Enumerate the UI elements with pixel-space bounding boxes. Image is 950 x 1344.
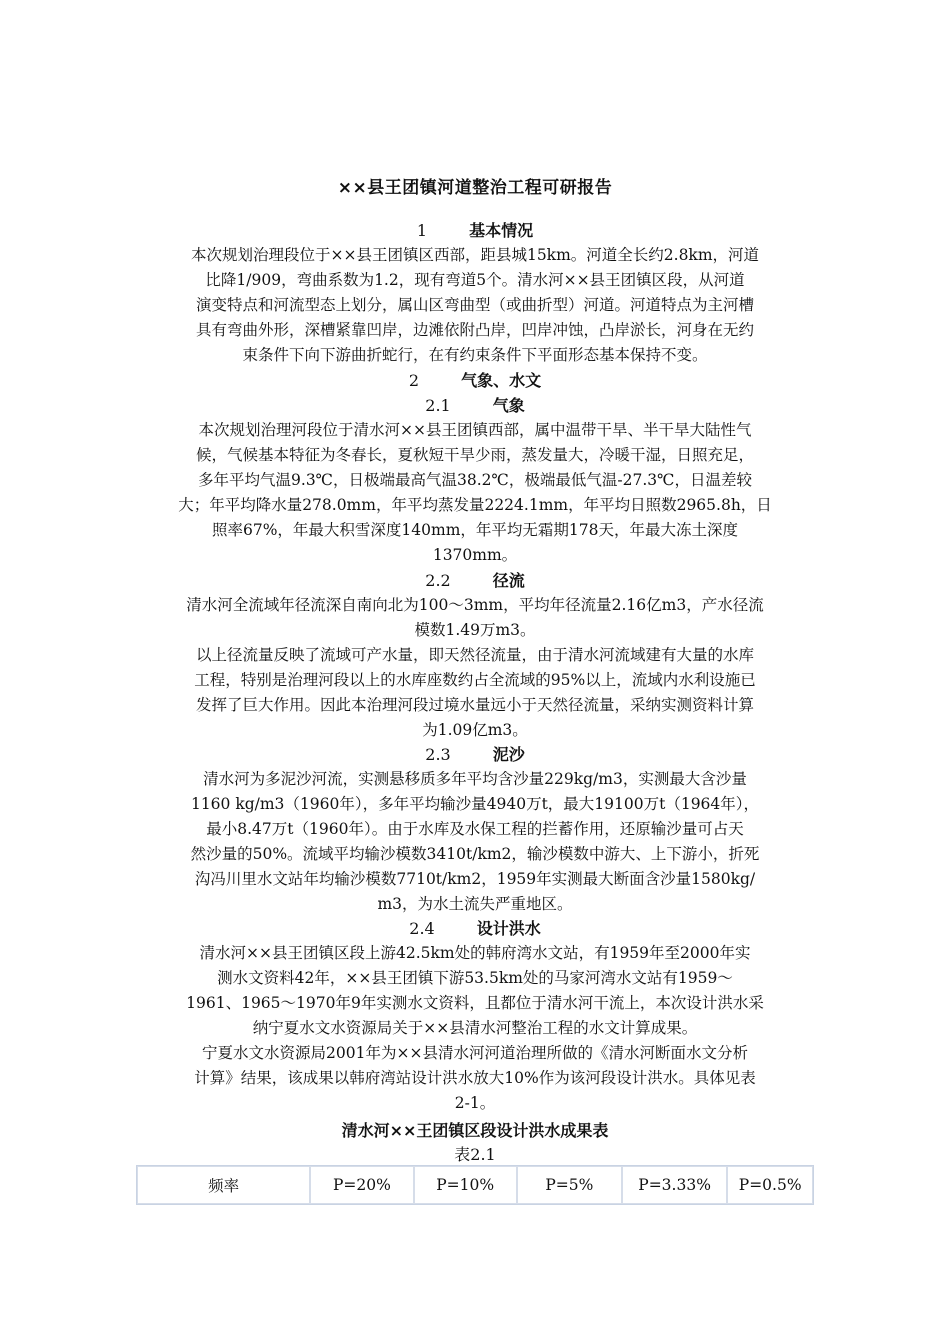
table-number: 表2.1 (454, 1145, 496, 1164)
section-heading-2 (0, 369, 950, 393)
paragraph-runoff-2 (143, 643, 807, 743)
paragraph-runoff-1 (143, 593, 807, 643)
paragraph-sediment (143, 767, 807, 917)
text-line: 1160 kg/m3（1960年），多年平均输沙量4940万t，最大19100万t（1964年）， (190, 795, 760, 813)
text-line: 纳宁夏水文水资源局关于××县清水河整治工程的水文计算成果。 (252, 1019, 698, 1037)
text-line: 2-1。 (454, 1094, 496, 1112)
table-cell: P=3.33% (622, 1166, 727, 1204)
table-row (137, 1166, 813, 1204)
text-line: 发挥了巨大作用。因此本治理河段过境水量远小于天然径流量，采纳实测资料计算 (195, 696, 754, 714)
text-line: 本次规划治理段位于××县王团镇区西部，距县城15km。河道全长约2.8km，河道 (190, 246, 760, 264)
text-line: 测水文资料42年，××县王团镇下游53.5km处的马家河湾水文站有1959～ (217, 969, 733, 987)
paragraph-design-flood-2 (143, 1041, 807, 1116)
document-title: ××县王团镇河道整治工程可研报告 (337, 178, 613, 198)
text-line: 然沙量的50%。流域平均输沙模数3410t/km2，输沙模数中游大、上下游小，折死 (190, 845, 760, 863)
section-title: 泥沙 (492, 745, 525, 764)
text-line: 大；年平均降水量278.0mm，年平均蒸发量2224.1mm，年平均日照数2965.8h，日 (178, 496, 772, 514)
text-line: 沟冯川里水文站年均输沙模数7710t/km2，1959年实测最大断面含沙量1580kg/ (194, 870, 756, 888)
section-number: 2.3 (425, 745, 451, 764)
section-number: 2.1 (425, 396, 451, 415)
text-line: 照率67%，年最大积雪深度140mm，年平均无霜期178天，年最大冻土深度 (211, 521, 739, 539)
section-title: 设计洪水 (476, 919, 541, 938)
text-line: 演变特点和河流型态上划分，属山区弯曲型（或曲折型）河道。河道特点为主河槽 (195, 296, 754, 314)
text-line: 最小8.47万t（1960年）。由于水库及水保工程的拦蓄作用，还原输沙量可占天 (206, 820, 744, 838)
text-line: 束条件下向下游曲折蛇行，在有约束条件下平面形态基本保持不变。 (242, 346, 708, 364)
section-title: 径流 (492, 571, 525, 590)
text-line: 计算》结果，该成果以韩府湾站设计洪水放大10%作为该河段设计洪水。具体见表 (194, 1069, 756, 1087)
text-line: 1370mm。 (432, 546, 518, 564)
section-title: 气象 (492, 396, 525, 415)
section-number: 1 (416, 221, 428, 240)
text-line: 1961、1965～1970年9年实测水文资料，且都位于清水河干流上，本次设计洪水采 (186, 994, 764, 1012)
text-line: m3，为水土流失严重地区。 (377, 895, 573, 913)
section-heading-1 (0, 219, 950, 243)
text-line: 宁夏水文水资源局2001年为××县清水河河道治理所做的《清水河断面水文分析 (202, 1044, 748, 1062)
table-cell: P=0.5% (727, 1166, 813, 1204)
table-cell: P=5% (517, 1166, 622, 1204)
table-cell: P=10% (414, 1166, 517, 1204)
paragraph-climate (143, 418, 807, 568)
paragraph-basic-info (143, 243, 807, 368)
section-number: 2.4 (409, 919, 435, 938)
text-line: 清水河为多泥沙河流，实测悬移质多年平均含沙量229kg/m3，实测最大含沙量 (203, 770, 747, 788)
section-heading-2-2 (0, 569, 950, 593)
section-heading-2-4 (0, 917, 950, 941)
text-line: 本次规划治理河段位于清水河××县王团镇西部，属中温带干旱、半干旱大陆性气 (198, 421, 752, 439)
paragraph-design-flood-1 (143, 941, 807, 1041)
table-caption: 清水河××王团镇区段设计洪水成果表 (341, 1121, 609, 1140)
text-line: 清水河××县王团镇区段上游42.5km处的韩府湾水文站，有1959年至2000年实 (199, 944, 751, 962)
section-number: 2 (408, 371, 420, 390)
text-line: 工程，特别是治理河段以上的水库座数约占全流域的95%以上，流域内水利设施已 (194, 671, 756, 689)
text-line: 候，气候基本特征为冬春长，夏秋短干旱少雨，蒸发量大，冷暖干湿，日照充足， (195, 446, 754, 464)
text-line: 多年平均气温9.3℃，日极端最高气温38.2℃，极端最低气温-27.3℃，日温差较 (198, 471, 752, 489)
section-heading-2-1 (0, 394, 950, 418)
section-title: 气象、水文 (461, 371, 542, 390)
section-number: 2.2 (425, 571, 451, 590)
text-line: 比降1/909，弯曲系数为1.2，现有弯道5个。清水河××县王团镇区段，从河道 (205, 271, 745, 289)
design-flood-table (136, 1165, 814, 1205)
section-title: 基本情况 (469, 221, 534, 240)
text-line: 为1.09亿m3。 (422, 721, 528, 739)
table-cell: 频率 (137, 1166, 310, 1204)
text-line: 清水河全流域年径流深自南向北为100～3mm，平均年径流量2.16亿m3，产水径流 (186, 596, 764, 614)
text-line: 以上径流量反映了流域可产水量，即天然径流量，由于清水河流域建有大量的水库 (195, 646, 754, 664)
section-heading-2-3 (0, 743, 950, 767)
text-line: 模数1.49万m3。 (414, 621, 536, 639)
table-cell: P=20% (310, 1166, 413, 1204)
text-line: 具有弯曲外形，深槽紧靠凹岸，边滩依附凸岸，凹岸冲蚀，凸岸淤长，河身在无约 (195, 321, 754, 339)
